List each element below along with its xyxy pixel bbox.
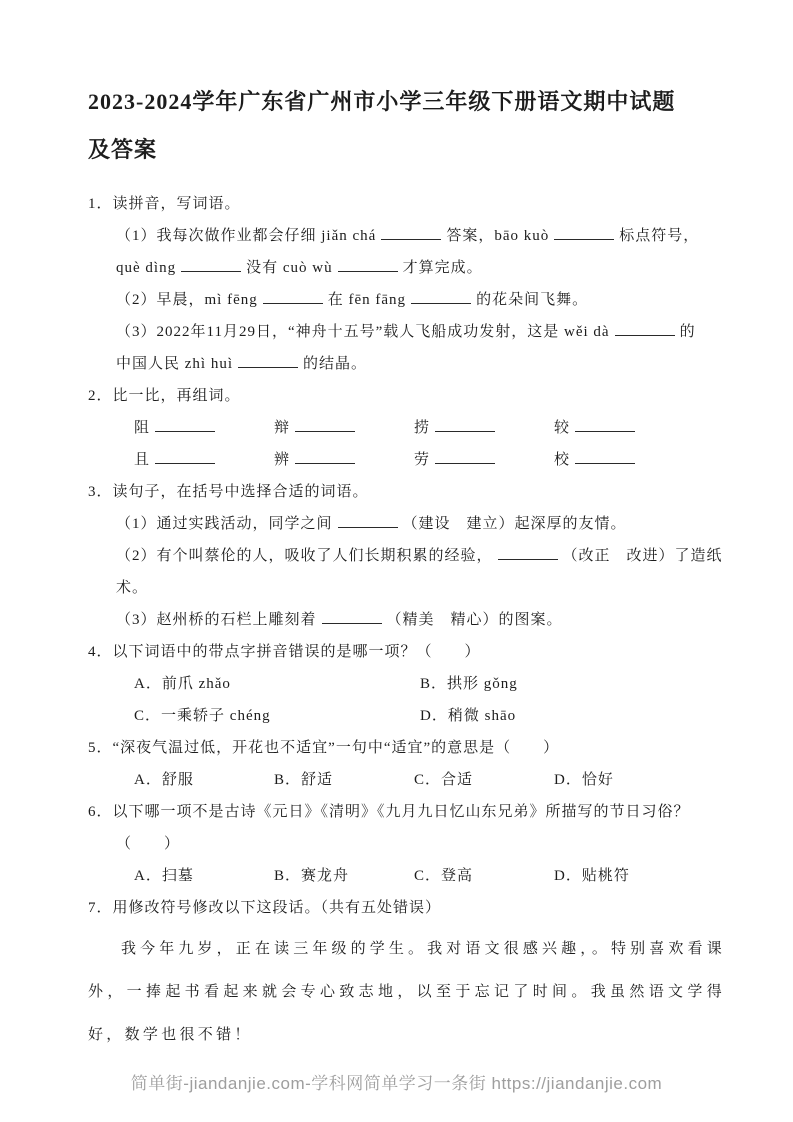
- q5-option-d: D．恰好: [554, 772, 614, 788]
- option-text: D．: [420, 708, 448, 724]
- q6-stem-line1: 6．以下哪一项不是古诗《元日》《清明》《九月九日忆山东兄弟》所描写的节日习俗？: [88, 804, 690, 820]
- answer-blank[interactable]: [295, 417, 355, 432]
- q1-sub3-text1: （3）2022年11月29日，“神舟十五号”载人飞船成功发射，这是 wěi dà: [116, 324, 610, 340]
- page-title-line2: 及答案: [88, 137, 158, 162]
- question-2: [88, 380, 725, 476]
- answer-blank[interactable]: [238, 353, 298, 368]
- option-text: 微 shāo: [463, 708, 517, 724]
- q3-sub2-text1: （2）有个叫蔡伦的人，吸收了人们长期积累的经验，: [116, 548, 493, 564]
- emphasized-char: 稍 •: [448, 708, 464, 724]
- q1-sub3-line2: [88, 348, 725, 380]
- q2-stem: 2．比一比，再组词。: [88, 388, 241, 404]
- q7-paragraph: 我今年九岁，正在读三年级的学生。我对语文很感兴趣，。特别喜欢看课外，一捧起书看起来就会专心致志地，以至于忘记了时间。我虽然语文学得好，数学也很不错！: [88, 941, 725, 1043]
- emphasized-char: 乘 •: [177, 708, 193, 724]
- q1-sub1-line1: [88, 220, 725, 252]
- q2-row2: [88, 444, 725, 476]
- question-1: [88, 188, 725, 380]
- q2-cell-jiao2: [554, 444, 694, 476]
- q2-char: 校: [554, 452, 571, 468]
- q5-option-b: B．舒适: [274, 772, 334, 788]
- q2-char: 较: [554, 420, 571, 436]
- answer-blank[interactable]: [435, 417, 495, 432]
- option-text: A．前: [134, 676, 178, 692]
- question-4: [88, 636, 725, 732]
- q2-cell-bian2: [274, 444, 414, 476]
- footer-text: 简单街-jiandanjie.com-学科网简单学习一条街 https://jiandanjie.com: [130, 1074, 663, 1093]
- q6-option-d: D．贴桃符: [554, 868, 630, 884]
- q6-option-b: B．赛龙舟: [274, 868, 350, 884]
- answer-blank[interactable]: [411, 289, 471, 304]
- answer-blank[interactable]: [575, 449, 635, 464]
- answer-blank[interactable]: [615, 321, 675, 336]
- q2-char: 且: [134, 452, 151, 468]
- q4-option-b: [420, 668, 725, 700]
- q1-sub1-text6: 才算完成。: [402, 260, 483, 276]
- emphasized-char: 爪 •: [178, 676, 194, 692]
- q5-stem: 5．“深夜气温过低，开花也不适宜”一句中“适宜”的意思是（ ）: [88, 740, 560, 756]
- q1-sub1-text2: 答案，bāo kuò: [446, 228, 550, 244]
- question-5: [88, 732, 725, 796]
- q2-cell-lao1: [414, 412, 554, 444]
- page-title-line1: 2023-2024学年广东省广州市小学三年级下册语文期中试题: [88, 89, 676, 114]
- q3-sub2-line2: [88, 572, 725, 604]
- answer-blank[interactable]: [322, 609, 382, 624]
- q1-sub3-text3: 中国人民 zhì huì: [116, 356, 233, 372]
- option-text: B．: [420, 676, 448, 692]
- q1-sub1-text4: què dìng: [116, 260, 177, 276]
- option-text: C．一: [134, 708, 178, 724]
- q4-stem: 4．以下词语中的带点字拼音错误的是哪一项？（ ）: [88, 644, 481, 660]
- page-title: [88, 78, 725, 174]
- q6-options-row: [88, 860, 725, 892]
- q1-stem: 1．读拼音，写词语。: [88, 196, 241, 212]
- q3-sub2-line1: [88, 540, 725, 572]
- q3-sub2-text2: （改正 改进）了造纸: [562, 548, 723, 564]
- answer-blank[interactable]: [155, 417, 215, 432]
- answer-blank[interactable]: [155, 449, 215, 464]
- q5-option-a: A．舒服: [134, 772, 194, 788]
- q3-stem: 3．读句子，在括号中选择合适的词语。: [88, 484, 369, 500]
- q1-sub3-line1: [88, 316, 725, 348]
- q4-options-row2: [88, 700, 725, 732]
- q1-sub1-line2: [88, 252, 725, 284]
- q1-sub2-text3: 的花朵间飞舞。: [476, 292, 589, 308]
- q4-options-row1: [88, 668, 725, 700]
- q3-sub1-line: [88, 508, 725, 540]
- q4-option-d: [420, 700, 725, 732]
- answer-blank[interactable]: [338, 513, 398, 528]
- q2-row1: [88, 412, 725, 444]
- q1-sub3-text2: 的: [679, 324, 696, 340]
- question-7: [88, 892, 725, 1057]
- option-text: 形 gǒng: [463, 676, 518, 692]
- q1-sub3-text4: 的结晶。: [303, 356, 368, 372]
- answer-blank[interactable]: [498, 545, 558, 560]
- q2-char: 辩: [274, 420, 291, 436]
- q2-cell-jiao1: [554, 412, 694, 444]
- q1-sub1-text5: 没有 cuò wù: [246, 260, 333, 276]
- answer-blank[interactable]: [435, 449, 495, 464]
- option-text: 轿子 chéng: [193, 708, 271, 724]
- answer-blank[interactable]: [338, 257, 398, 272]
- answer-blank[interactable]: [263, 289, 323, 304]
- q5-options-row: [88, 764, 725, 796]
- q1-sub2-text2: 在 fēn fāng: [327, 292, 407, 308]
- q5-option-c: C．合适: [414, 772, 474, 788]
- answer-blank[interactable]: [554, 225, 614, 240]
- q2-char: 阻: [134, 420, 151, 436]
- q6-stem-line2: （ ）: [116, 836, 181, 852]
- answer-blank[interactable]: [295, 449, 355, 464]
- question-3: [88, 476, 725, 636]
- q2-char: 辨: [274, 452, 291, 468]
- q6-option-c: C．登高: [414, 868, 474, 884]
- answer-blank[interactable]: [181, 257, 241, 272]
- emphasized-char: 拱 •: [447, 676, 463, 692]
- q3-sub1-text2: （建设 建立）起深厚的友情。: [402, 516, 627, 532]
- q7-stem: 7．用修改符号修改以下这段话。（共有五处错误）: [88, 900, 442, 916]
- q3-sub3-line: [88, 604, 725, 636]
- q2-cell-lao2: [414, 444, 554, 476]
- q4-option-c: [134, 700, 420, 732]
- q2-cell-zu: [134, 412, 274, 444]
- q3-sub2-text3: 术。: [116, 580, 149, 596]
- q6-option-a: A．扫墓: [134, 868, 194, 884]
- q1-sub1-text3: 标点符号，: [619, 228, 700, 244]
- q2-cell-qie: [134, 444, 274, 476]
- q3-sub1-text1: （1）通过实践活动，同学之间: [116, 516, 333, 532]
- question-6: [88, 796, 725, 892]
- answer-blank[interactable]: [381, 225, 441, 240]
- q2-char: 劳: [414, 452, 431, 468]
- q2-char: 捞: [414, 420, 431, 436]
- q1-sub2-line: [88, 284, 725, 316]
- q1-sub1-text1: （1）我每次做作业都会仔细 jiǎn chá: [116, 228, 377, 244]
- q4-option-a: [134, 668, 420, 700]
- answer-blank[interactable]: [575, 417, 635, 432]
- q3-sub3-text1: （3）赵州桥的石栏上雕刻着: [116, 612, 317, 628]
- q1-sub2-text1: （2）早晨，mì fēng: [116, 292, 258, 308]
- q2-cell-bian1: [274, 412, 414, 444]
- option-text: zhǎo: [193, 676, 231, 692]
- q3-sub3-text2: （精美 精心）的图案。: [386, 612, 563, 628]
